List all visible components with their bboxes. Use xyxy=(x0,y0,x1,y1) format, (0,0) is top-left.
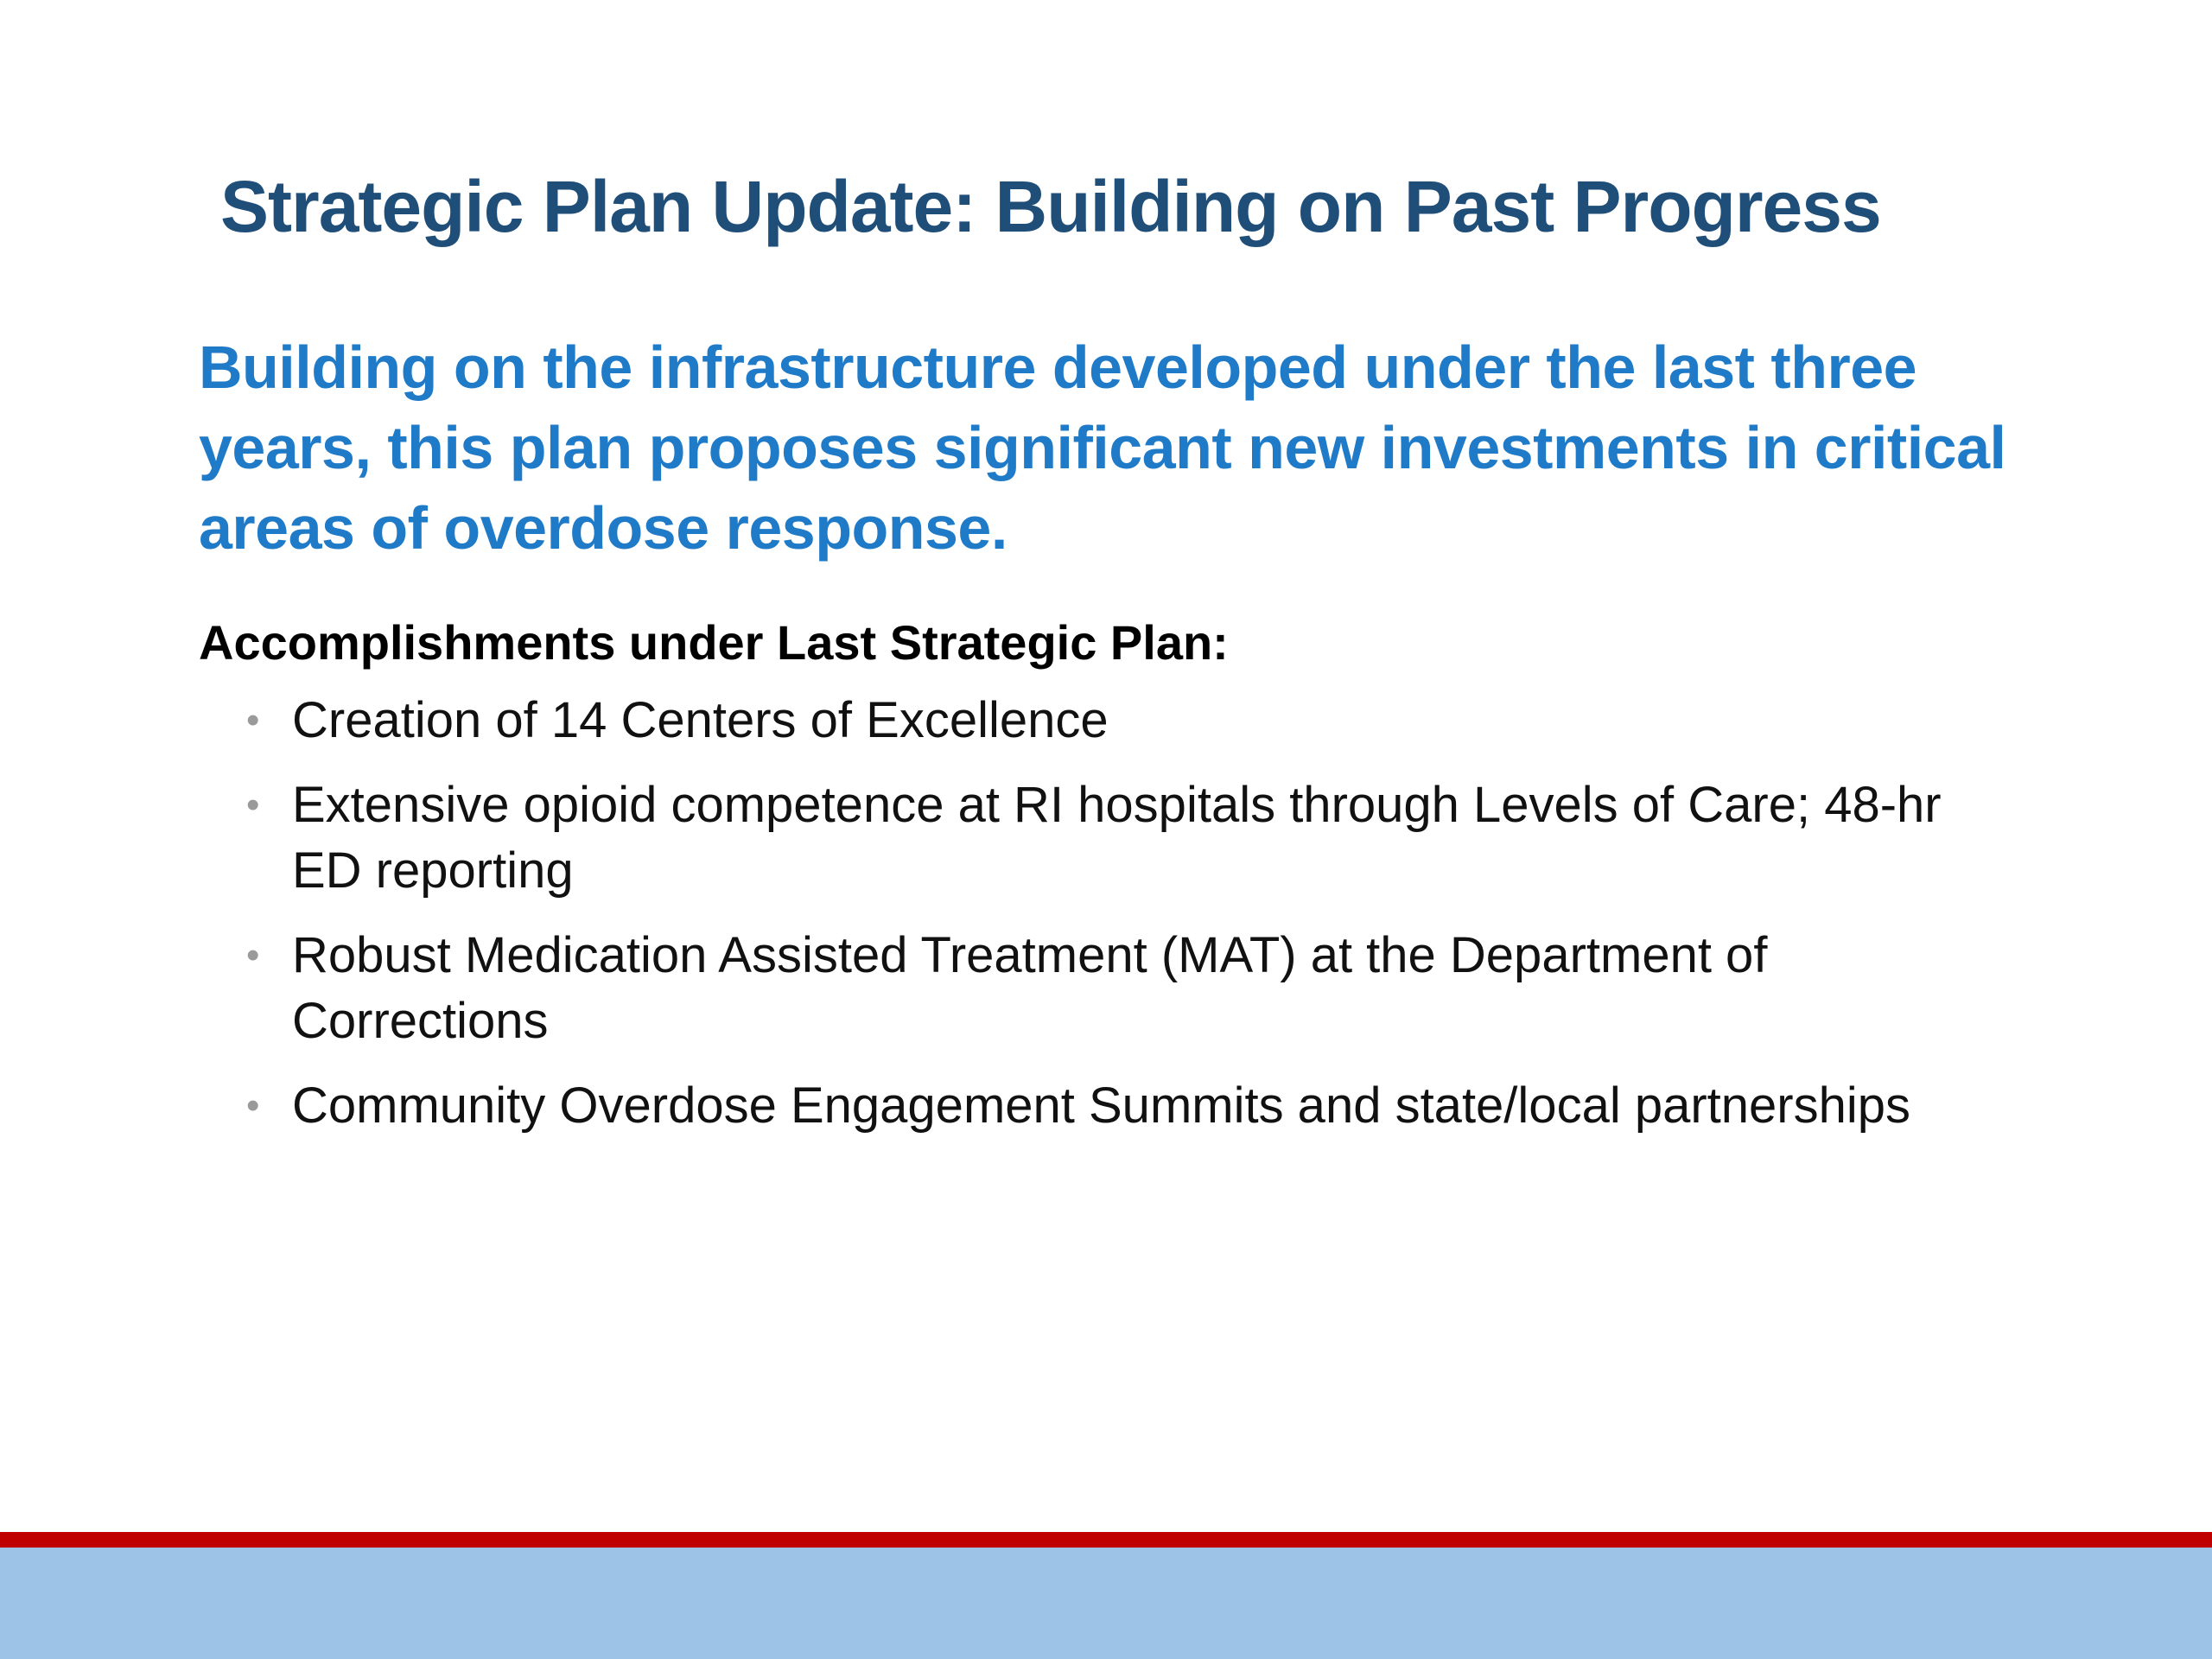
accomplishments-heading: Accomplishments under Last Strategic Plan: xyxy=(199,615,1229,670)
accomplishments-list xyxy=(246,688,2009,1158)
list-item-text: Extensive opioid competence at RI hospitals through Levels of Care; 48-hr ED reporting xyxy=(292,777,1942,899)
footer-red-stripe xyxy=(0,1532,2212,1548)
bullet-icon: • xyxy=(246,1084,260,1127)
list-item-text: Community Overdose Engagement Summits and state/local partnerships xyxy=(292,1077,1910,1134)
list-item xyxy=(246,1073,2009,1139)
lead-statement: Building on the infrastructure developed under the last three years, this plan proposes significant new investments in critical areas of overdose response. xyxy=(199,334,2006,562)
slide-title: Strategic Plan Update: Building on Past Progress xyxy=(220,166,1881,247)
list-item xyxy=(246,688,2009,753)
bullet-icon: • xyxy=(246,934,260,976)
list-item xyxy=(246,923,2009,1054)
bullet-icon: • xyxy=(246,699,260,741)
bullet-icon: • xyxy=(246,784,260,826)
list-item xyxy=(246,772,2009,904)
list-item-text: Creation of 14 Centers of Excellence xyxy=(292,692,1109,748)
list-item-text: Robust Medication Assisted Treatment (MAT) at the Department of Corrections xyxy=(292,927,1768,1049)
footer-blue-band xyxy=(0,1548,2212,1659)
